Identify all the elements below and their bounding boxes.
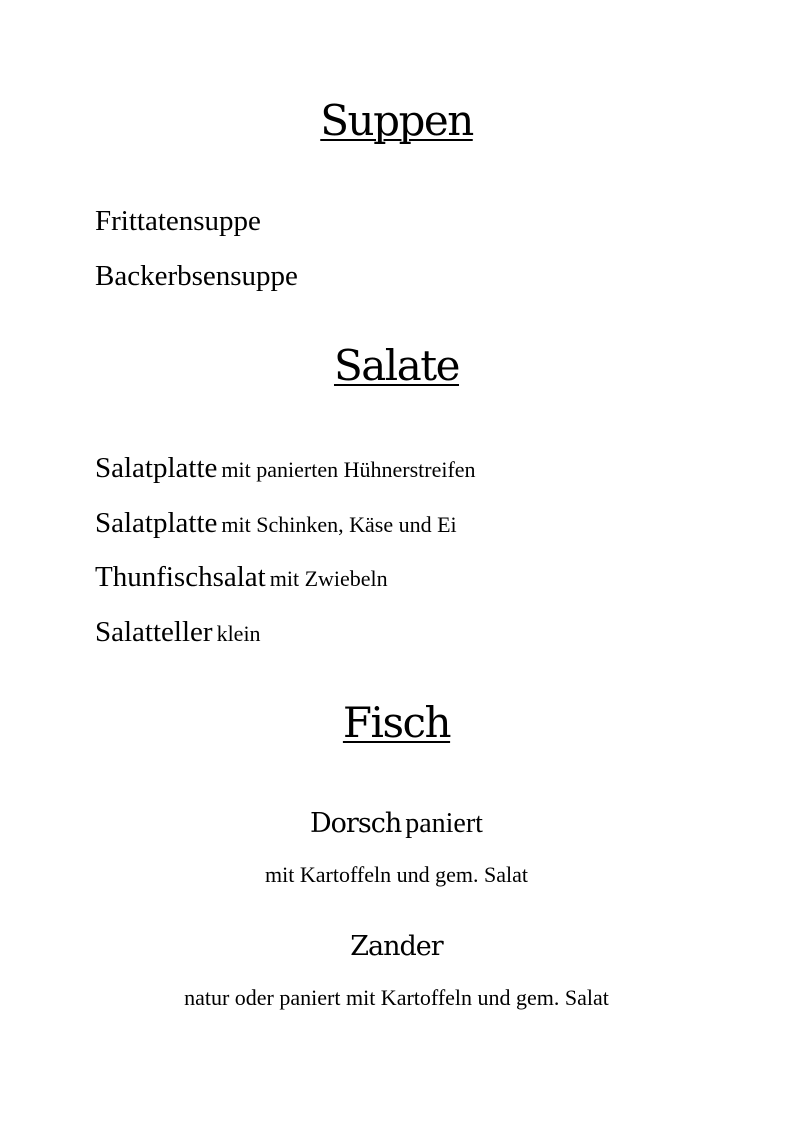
menu-item — [95, 509, 457, 538]
item-name: Salatplatte — [95, 452, 218, 484]
item-description: natur oder paniert mit Kartoffeln und gem. Salat — [184, 985, 609, 1010]
section-title: Suppen — [320, 96, 473, 145]
item-modifier: paniert — [405, 808, 483, 839]
item-name: Frittatensuppe — [95, 205, 261, 237]
item-name: Dorsch — [310, 808, 402, 839]
item-name: Salatplatte — [95, 507, 218, 539]
item-name: Backerbsensuppe — [95, 260, 298, 292]
fish-item-title — [0, 933, 793, 960]
menu-item — [95, 618, 261, 647]
section-heading-suppen — [0, 96, 793, 145]
item-detail: mit Zwiebeln — [269, 566, 388, 591]
menu-item — [95, 563, 388, 592]
item-detail: mit panierten Hühnerstreifen — [221, 457, 476, 482]
fish-item-title — [0, 810, 793, 838]
item-detail: mit Schinken, Käse und Ei — [221, 512, 457, 537]
item-detail: klein — [216, 621, 261, 646]
menu-item — [95, 262, 298, 291]
section-title: Salate — [333, 341, 460, 390]
menu-item — [95, 207, 261, 236]
item-name: Thunfischsalat — [95, 561, 266, 593]
menu-item — [95, 454, 476, 483]
item-name: Zander — [350, 931, 443, 962]
section-heading-salate — [0, 341, 793, 390]
item-name: Salatteller — [95, 616, 213, 648]
item-description: mit Kartoffeln und gem. Salat — [265, 862, 528, 887]
section-title: Fisch — [342, 698, 451, 747]
section-heading-fisch — [0, 698, 793, 747]
